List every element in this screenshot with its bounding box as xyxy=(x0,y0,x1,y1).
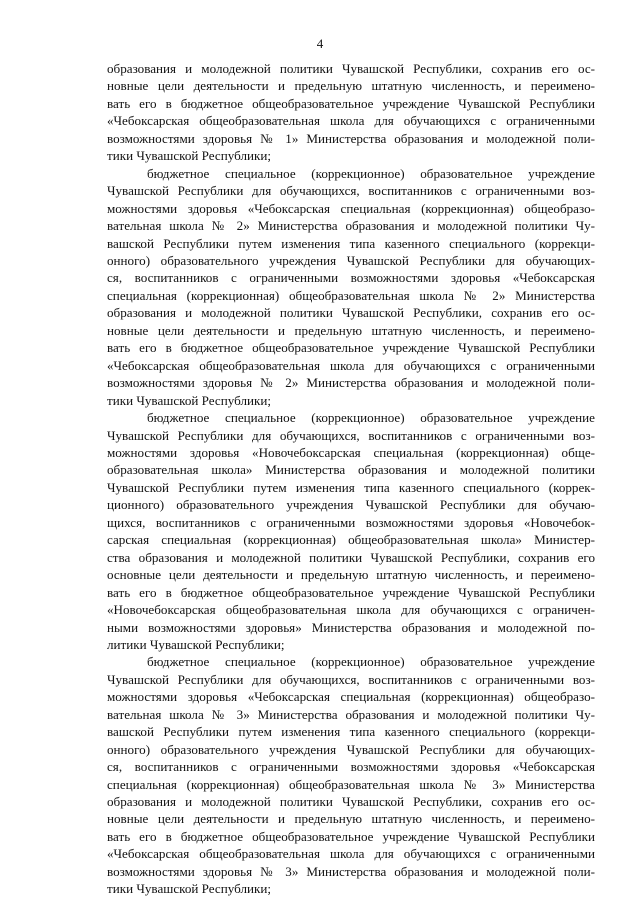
text-line: тики Чувашской Республики; xyxy=(107,881,271,897)
text-line: щихся, воспитанников с ограниченными возможностями здоровья «Новочебок- xyxy=(107,514,595,530)
text-line: Чувашской Республики для обучающихся, воспитанников с ограниченными воз- xyxy=(107,671,595,687)
text-line: образования и молодежной политики Чувашской Республики, сохранив его ос- xyxy=(107,794,595,810)
document-body xyxy=(107,60,595,898)
text-line: ными возможностями здоровья» Министерства образования и молодежной по- xyxy=(107,619,595,635)
text-line: вать его в бюджетное общеобразовательное учреждение Чувашской Республики xyxy=(107,828,595,844)
text-line: образовательная школа» Министерства образования и молодежной политики xyxy=(107,462,595,478)
text-line: бюджетное специальное (коррекционное) образовательное учреждение xyxy=(147,165,595,181)
text-line: можностями здоровья «Новочебоксарская специальная (коррекционная) обще- xyxy=(107,444,595,460)
text-line: бюджетное специальное (коррекционное) образовательное учреждение xyxy=(147,410,595,426)
text-line: новные цели деятельности и предельную штатную численность, и переимено- xyxy=(107,322,595,338)
text-line: тики Чувашской Республики; xyxy=(107,392,271,408)
text-line: основные цели деятельности и предельную штатную численность, и переимено- xyxy=(107,567,595,583)
text-line: литики Чувашской Республики; xyxy=(107,636,285,652)
text-line: сарская специальная (коррекционная) общеобразовательная школа» Министер- xyxy=(107,532,595,548)
text-line: возможностями здоровья № 1» Министерства образования и молодежной поли- xyxy=(107,130,595,146)
text-line: новные цели деятельности и предельную штатную численность, и переимено- xyxy=(107,78,595,94)
text-line: ства образования и молодежной политики Чувашской Республики, сохранив его xyxy=(107,549,595,565)
text-line: ся, воспитанников с ограниченными возможностями здоровья «Чебоксарская xyxy=(107,270,595,286)
text-line: бюджетное специальное (коррекционное) образовательное учреждение xyxy=(147,654,595,670)
text-line: образования и молодежной политики Чувашской Республики, сохранив его ос- xyxy=(107,305,595,321)
text-line: онного) образовательного учреждения Чувашской Республики для обучающих- xyxy=(107,741,595,757)
text-line: онного) образовательного учреждения Чувашской Республики для обучающих- xyxy=(107,252,595,268)
text-line: вать его в бюджетное общеобразовательное учреждение Чувашской Республики xyxy=(107,584,595,600)
text-line: специальная (коррекционная) общеобразовательная школа № 2» Министерства xyxy=(107,287,595,303)
text-line: «Чебоксарская общеобразовательная школа для обучающихся с ограниченными xyxy=(107,357,595,373)
text-line: Чувашской Республики для обучающихся, воспитанников с ограниченными воз- xyxy=(107,183,595,199)
text-line: тики Чувашской Республики; xyxy=(107,148,271,164)
text-line: новные цели деятельности и предельную штатную численность, и переимено- xyxy=(107,811,595,827)
text-line: «Чебоксарская общеобразовательная школа для обучающихся с ограниченными xyxy=(107,846,595,862)
text-line: можностями здоровья «Чебоксарская специальная (коррекционная) общеобразо- xyxy=(107,689,595,705)
text-line: ционного) образовательного учреждения Чувашской Республики для обучаю- xyxy=(107,497,595,513)
text-line: вательная школа № 3» Министерства образования и молодежной политики Чу- xyxy=(107,706,595,722)
text-line: вать его в бюджетное общеобразовательное учреждение Чувашской Республики xyxy=(107,95,595,111)
paragraph xyxy=(107,60,595,165)
text-line: возможностями здоровья № 3» Министерства образования и молодежной поли- xyxy=(107,863,595,879)
text-line: вашской Республики путем изменения типа казенного специального (коррекци- xyxy=(107,235,595,251)
text-line: ся, воспитанников с ограниченными возможностями здоровья «Чебоксарская xyxy=(107,759,595,775)
text-line: вательная школа № 2» Министерства образования и молодежной политики Чу- xyxy=(107,218,595,234)
text-line: можностями здоровья «Чебоксарская специальная (коррекционная) общеобразо- xyxy=(107,200,595,216)
paragraph xyxy=(107,165,595,409)
text-line: Чувашской Республики путем изменения типа казенного специального (коррек- xyxy=(107,479,595,495)
page-number: 4 xyxy=(316,36,324,51)
text-line: «Новочебоксарская общеобразовательная школа для обучающихся с ограничен- xyxy=(107,602,595,618)
text-line: образования и молодежной политики Чувашской Республики, сохранив его ос- xyxy=(107,61,595,76)
paragraph xyxy=(107,409,595,653)
paragraph xyxy=(107,653,595,897)
text-line: специальная (коррекционная) общеобразовательная школа № 3» Министерства xyxy=(107,776,595,792)
text-line: «Чебоксарская общеобразовательная школа для обучающихся с ограниченными xyxy=(107,113,595,129)
text-line: вашской Республики путем изменения типа казенного специального (коррекци- xyxy=(107,724,595,740)
text-line: Чувашской Республики для обучающихся, воспитанников с ограниченными воз- xyxy=(107,427,595,443)
text-line: вать его в бюджетное общеобразовательное учреждение Чувашской Республики xyxy=(107,340,595,356)
text-line: возможностями здоровья № 2» Министерства образования и молодежной поли- xyxy=(107,375,595,391)
